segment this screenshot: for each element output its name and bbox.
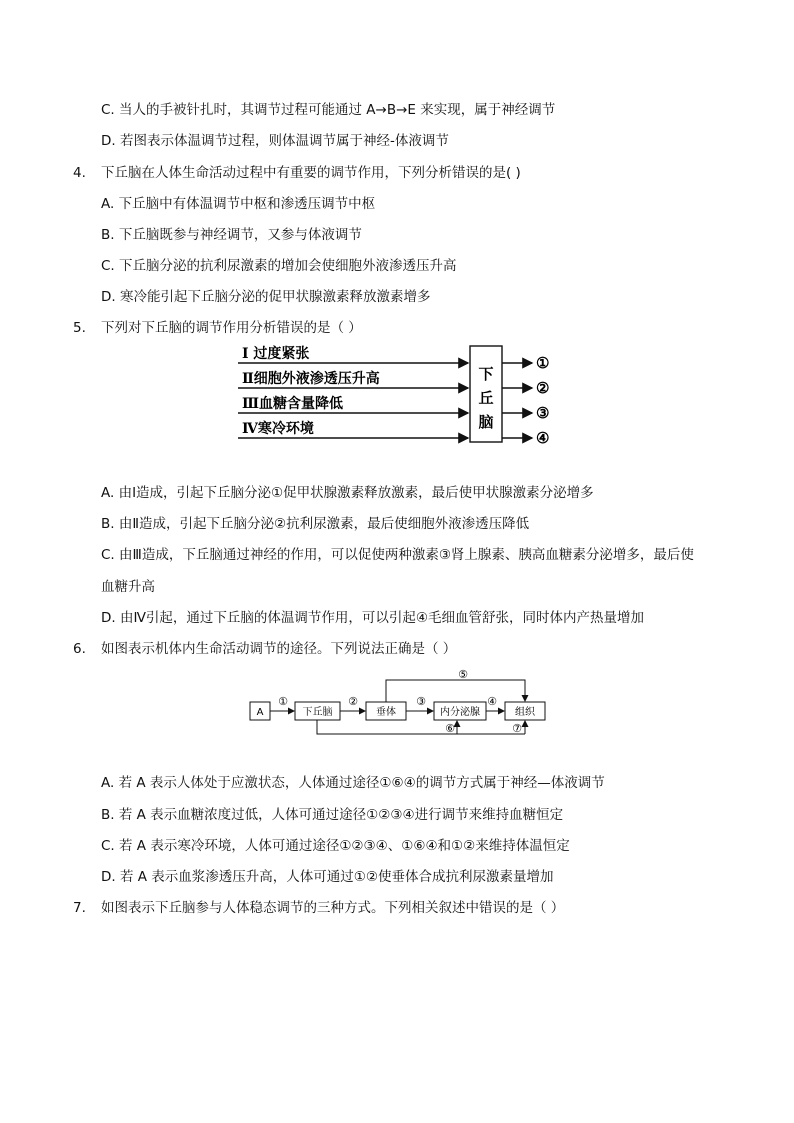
box-char-3: 脑 <box>478 413 494 431</box>
q6-option-d: D. 若 A 表示血浆渗透压升高，人体可通过①②使垂体合成抗利尿激素量增加 <box>101 869 554 885</box>
input-label-1: Ⅰ 过度紧张 <box>242 346 310 362</box>
q5-option-b: B. 由Ⅱ造成，引起下丘脑分泌②抗利尿激素，最后使细胞外液渗透压降低 <box>101 516 530 532</box>
node-tissue-label: 组织 <box>515 707 535 718</box>
output-label-2: ② <box>536 379 550 397</box>
q4-stem: 下丘脑在人体生命活动过程中有重要的调节作用，下列分析错误的是( ) <box>101 165 521 181</box>
q5-option-a: A. 由Ⅰ造成，引起下丘脑分泌①促甲状腺激素释放激素，最后使甲状腺激素分泌增多 <box>101 485 594 501</box>
q5-option-d: D. 由Ⅳ引起，通过下丘脑的体温调节作用，可以引起④毛细血管舒张，同时体内产热量增加 <box>101 610 645 626</box>
q6-stem: 如图表示机体内生命活动调节的途径。下列说法正确是（ ） <box>101 641 457 657</box>
q4-option-a: A. 下丘脑中有体温调节中枢和渗透压调节中枢 <box>101 196 376 212</box>
q6-option-c: C. 若 A 表示寒冷环境，人体可通过途径①②③④、①⑥④和①②来维持体温恒定 <box>101 838 570 854</box>
input-label-2: Ⅱ细胞外液渗透压升高 <box>242 371 380 387</box>
box-char-1: 下 <box>478 365 494 383</box>
input-label-3: Ⅲ血糖含量降低 <box>242 396 344 412</box>
q4-number: 4. <box>73 165 86 181</box>
output-label-1: ① <box>536 354 550 372</box>
node-hypothalamus-label: 下丘脑 <box>302 707 333 718</box>
input-label-4: Ⅳ寒冷环境 <box>242 421 314 437</box>
q5-number: 5. <box>73 320 86 336</box>
label-7: ⑦ <box>512 722 522 735</box>
label-6: ⑥ <box>445 722 455 735</box>
q4-option-d: D. 寒冷能引起下丘脑分泌的促甲状腺激素释放激素增多 <box>101 289 431 305</box>
q4-option-c: C. 下丘脑分泌的抗利尿激素的增加会使细胞外液渗透压升高 <box>101 258 457 274</box>
q5-stem: 下列对下丘脑的调节作用分析错误的是（ ） <box>101 320 362 336</box>
q3-option-c: C. 当人的手被针扎时，其调节过程可能通过 A→B→E 来实现，属于神经调节 <box>101 102 556 118</box>
q6-number: 6. <box>73 641 86 657</box>
bottom-path <box>317 720 525 734</box>
label-3: ③ <box>416 695 426 708</box>
q5-option-c-line1: C. 由Ⅲ造成，下丘脑通过神经的作用，可以促使两种激素③肾上腺素、胰高血糖素分泌增多，最后使 <box>101 547 694 563</box>
label-2: ② <box>348 695 358 708</box>
q7-stem: 如图表示下丘脑参与人体稳态调节的三种方式。下列相关叙述中错误的是（ ） <box>101 900 565 916</box>
q3-option-d: D. 若图表示体温调节过程，则体温调节属于神经-体液调节 <box>101 133 449 149</box>
q4-option-b: B. 下丘脑既参与神经调节，又参与体液调节 <box>101 227 362 243</box>
label-5: ⑤ <box>458 668 468 681</box>
node-pituitary-label: 垂体 <box>376 707 396 718</box>
label-4: ④ <box>487 695 497 708</box>
q7-number: 7. <box>73 900 86 916</box>
hypothalamus-diagram <box>230 343 570 446</box>
output-label-4: ④ <box>536 429 550 446</box>
q5-option-c-line2: 血糖升高 <box>101 579 155 595</box>
arrow-5 <box>386 680 525 702</box>
regulation-pathway-diagram <box>245 665 550 740</box>
q6-option-b: B. 若 A 表示血糖浓度过低，人体可通过途径①②③④进行调节来维持血糖恒定 <box>101 807 564 823</box>
box-char-2: 丘 <box>478 389 494 407</box>
node-a-label: A <box>256 707 264 718</box>
output-label-3: ③ <box>536 404 550 422</box>
label-1: ① <box>278 695 288 708</box>
q6-option-a: A. 若 A 表示人体处于应激状态，人体通过途径①⑥④的调节方式属于神经—体液调节 <box>101 775 605 791</box>
node-endocrine-gland-label: 内分泌腺 <box>440 707 480 718</box>
